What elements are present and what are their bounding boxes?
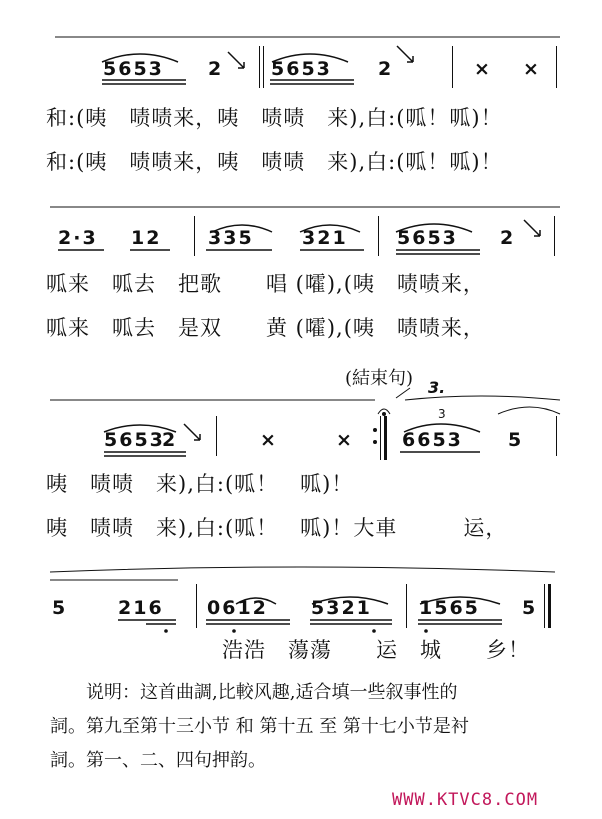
note-group: 5653 [397,227,458,249]
final-barline [548,584,551,628]
note: 2 [162,429,178,451]
note-group: 0612 [207,597,268,619]
triplet-label: 3. [428,378,446,397]
lyric-line: 呱来 呱去 把歌 唱 (嚯),(咦 啧啧来， [46,272,485,296]
lyric-line: 和:(咦 啧啧来，咦 啧啧 来),白:(呱！呱)！ [46,150,503,174]
explanation-note [50,676,570,778]
rest-x: × [336,429,354,451]
note-group: 5321 [311,597,372,619]
rest-x: × [474,58,492,80]
lyric-line: 呱来 呱去 是双 黄 (嚯),(咦 啧啧来， [46,316,485,340]
rest-x: × [260,429,278,451]
note-group: 5653 [103,58,164,80]
barline [196,584,197,628]
lyric-line: 和:(咦 啧啧来，咦 啧啧 来),白:(呱！呱)！ [46,106,503,130]
explanation-line: 詞。第九至第十三小节 和 第十五 至 第十七小节是衬 [50,716,469,737]
note-group: 6653 [402,429,463,451]
note-group: 321 [302,227,348,249]
note: 2 [378,58,394,80]
note-group: 1565 [419,597,480,619]
note: 5 [52,597,68,619]
note: 5 [522,597,538,619]
lyric-line: 咦 啧啧 来),白:(呱！ 呱)！大車 运， [46,516,508,540]
note: 2 [208,58,224,80]
final-barline [544,584,545,628]
site-watermark: WWW.KTVC8.COM [392,790,539,810]
svg-text:3: 3 [438,407,446,421]
barline [406,584,407,628]
note: 5 [508,429,524,451]
note-group: 2·3 [58,227,98,249]
lyric-line: 浩浩 蕩蕩 运 城 乡！ [222,638,530,662]
note-group: 335 [208,227,254,249]
rest-x: × [523,58,541,80]
explanation-line: 说明：这首曲調,比較风趣,适合填一些叙事性的 [86,682,458,703]
note-group: 5653 [271,58,332,80]
note-group: 5653 [104,429,165,451]
note: 2 [500,227,516,249]
lyric-line: 咦 啧啧 来),白:(呱！ 呱)！ [46,472,354,496]
section-marking: (結束句) [345,368,414,389]
note-group: 12 [131,227,162,249]
explanation-line: 詞。第一、二、四句押韵。 [50,750,266,771]
note-group: 216 [118,597,164,619]
